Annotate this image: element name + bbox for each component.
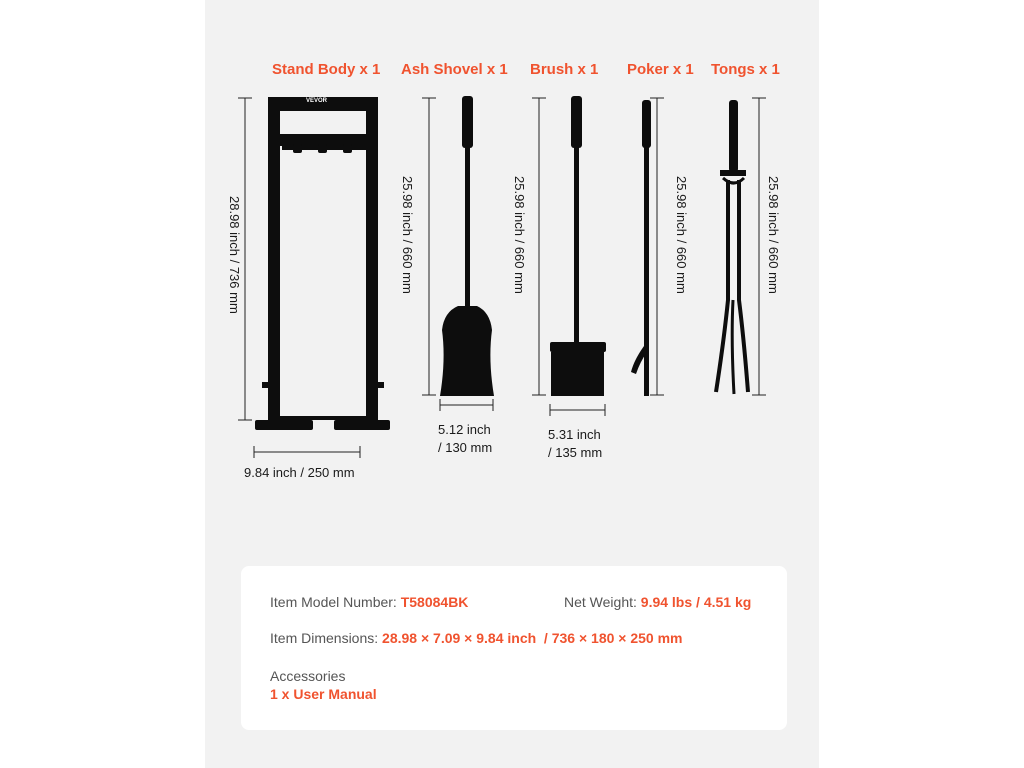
brush <box>550 96 606 396</box>
brand-logo: VEVOR <box>306 98 328 104</box>
specs-card <box>241 566 787 730</box>
title-tongs: Tongs x 1 <box>711 61 780 78</box>
title-ash-shovel: Ash Shovel x 1 <box>401 61 508 78</box>
shovel-width-line2: / 130 mm <box>438 440 493 455</box>
net-weight-value: 9.94 lbs / 4.51 kg <box>640 594 752 610</box>
item-dimensions <box>270 630 683 646</box>
poker <box>631 100 651 396</box>
net-weight-label: Net Weight: <box>564 594 637 610</box>
model-number-label: Item Model Number: <box>270 594 397 610</box>
tongs-height-label: 25.98 inch / 660 mm <box>766 176 781 294</box>
brush-width-line2: / 135 mm <box>548 445 603 460</box>
title-brush: Brush x 1 <box>530 61 599 78</box>
stand-body <box>255 97 390 430</box>
shovel-width-line1: 5.12 inch <box>438 422 491 437</box>
model-number-value: T58084BK <box>400 594 469 610</box>
title-poker: Poker x 1 <box>627 61 694 78</box>
brush-width-line1: 5.31 inch <box>548 427 601 442</box>
ash-shovel <box>440 96 494 396</box>
net-weight <box>564 594 751 610</box>
stand-height-label: 28.98 inch / 736 mm <box>227 196 242 314</box>
shovel-height-label: 25.98 inch / 660 mm <box>400 176 415 294</box>
item-dimensions-label: Item Dimensions: <box>270 630 379 646</box>
tongs <box>716 100 748 394</box>
brush-height-label: 25.98 inch / 660 mm <box>512 176 527 294</box>
poker-height-label: 25.98 inch / 660 mm <box>674 176 689 294</box>
item-dimensions-value: 28.98 × 7.09 × 9.84 inch / 736 × 180 × 250 mm <box>382 630 683 646</box>
accessories-value: 1 x User Manual <box>270 686 377 702</box>
model-number <box>270 594 468 610</box>
stand-width-label: 9.84 inch / 250 mm <box>244 465 355 480</box>
title-stand-body: Stand Body x 1 <box>272 61 381 78</box>
accessories-label: Accessories <box>270 668 346 684</box>
